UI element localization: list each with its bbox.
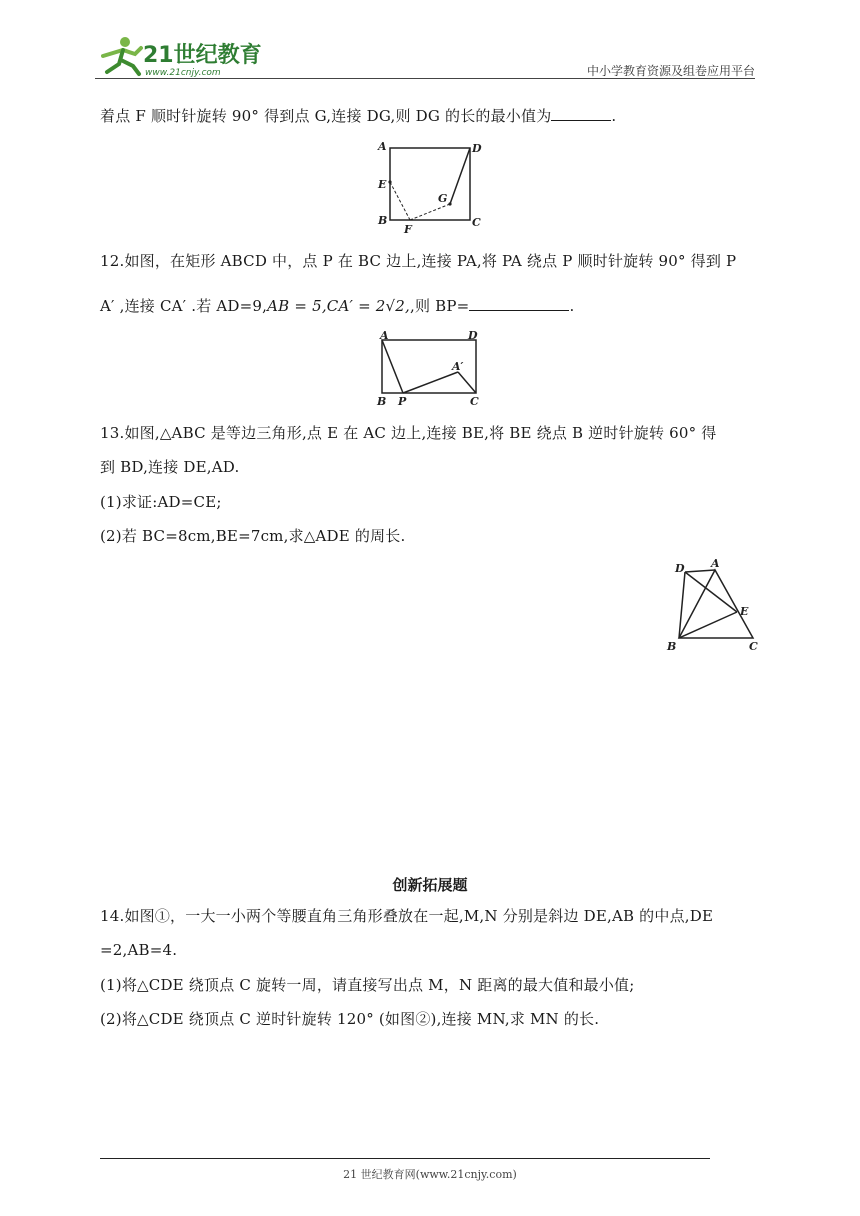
label-D: D [472,142,482,155]
q14-line1: 14.如图①，一大一小两个等腰直角三角形叠放在一起,M,N 分别是斜边 DE,AB 的中点,DE [100,907,714,925]
section-title: 创新拓展题 [392,876,468,894]
q12-line1: 12.如图，在矩形 ABCD 中，点 P 在 BC 边上,连接 PA,将 PA 绕点 P 顺时针旋转 90° 得到 P [100,252,737,270]
q12-answer-blank[interactable] [469,296,569,311]
q12-math: AB = 5,CA′ = 2√2, [267,297,411,315]
q14-line2: =2,AB=4. [100,941,178,959]
label-P: P [398,395,407,408]
site-logo [95,34,265,78]
label-C: C [470,395,479,408]
header-subtitle: 中小学教育资源及组卷应用平台 [586,64,755,78]
label-A: A [711,558,720,570]
footer-divider [100,1158,710,1159]
q13-part1: (1)求证:AD=CE; [100,493,222,511]
q13-part2: (2)若 BC=8cm,BE=7cm,求△ADE 的周长. [100,527,406,545]
label-E: E [740,605,749,618]
q14-part1: (1)将△CDE 绕顶点 C 旋转一周，请直接写出点 M，N 距离的最大值和最小值; [100,976,635,994]
footer-text: 21 世纪教育网(www.21cnjy.com) [343,1168,517,1181]
svg-text:21世纪教育: 21世纪教育 [143,43,262,68]
label-C: C [472,216,481,229]
q11-answer-blank[interactable] [551,106,611,121]
label-F: F [404,223,412,236]
label-E: E [378,178,387,191]
q13-line1: 13.如图,△ABC 是等边三角形,点 E 在 AC 边上,连接 BE,将 BE 绕点 B 逆时针旋转 60° 得 [100,424,717,442]
label-B: B [667,640,677,653]
q13-figure [665,558,765,654]
label-A: A [380,330,389,342]
label-G: G [438,192,448,205]
q12-figure [372,330,487,408]
header-divider [95,78,755,79]
q11-line: 着点 F 顺时针旋转 90° 得到点 G,连接 DG,则 DG 的长的最小值为 [100,107,552,125]
q14-part2: (2)将△CDE 绕顶点 C 逆时针旋转 120° (如图②),连接 MN,求 MN 的长. [100,1010,600,1028]
label-D: D [468,330,478,342]
label-A-prime: A′ [452,360,464,373]
q13-line2: 到 BD,连接 DE,AD. [100,458,240,476]
label-C: C [749,640,758,653]
label-A: A [378,140,387,153]
label-B: B [377,395,387,408]
svg-text:www.21cnjy.com: www.21cnjy.com [145,68,221,78]
runner-icon [103,37,141,74]
label-B: B [378,214,388,227]
q11-figure [368,138,493,238]
label-D: D [675,562,685,575]
q11-text: 着点 F 顺时针旋转 90° 得到点 G,连接 DG,则 DG 的长的最小值为 . [100,107,617,125]
q12-line2: A′ ,连接 CA′ .若 AD=9,AB = 5,CA′ = 2√2,,则 BP= . [100,297,575,315]
